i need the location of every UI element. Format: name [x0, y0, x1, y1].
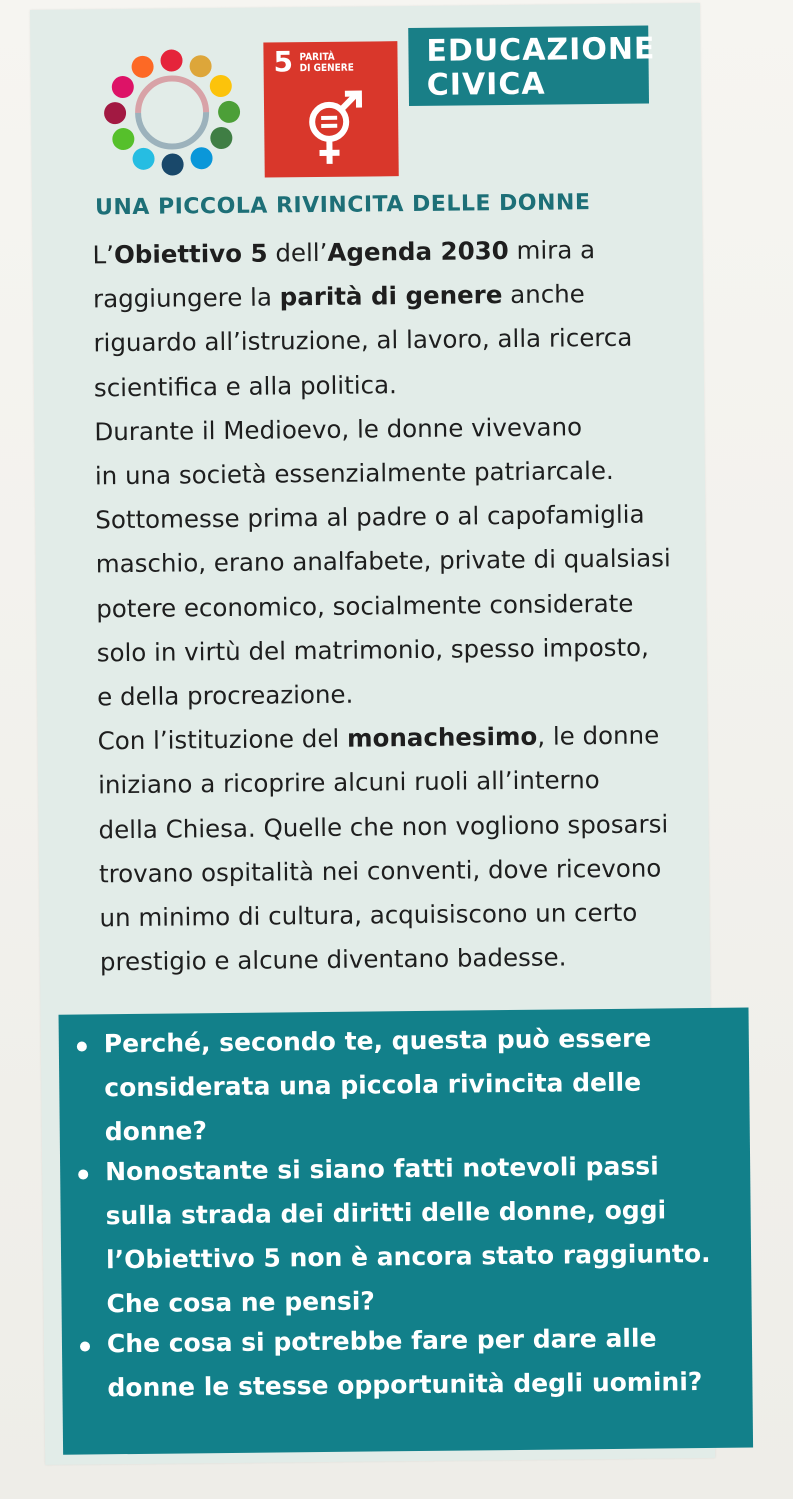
paragraph-1 [92, 227, 734, 411]
banner-line-2: CIVICA [426, 66, 546, 103]
text-line: e della procreazione. [97, 679, 354, 712]
text-line: potere economico, socialmente considerate [96, 588, 634, 623]
bold-text: parità di genere [279, 280, 503, 312]
text-line: prestigio e alcune diventano badesse. [99, 942, 567, 977]
question-item [62, 1316, 753, 1411]
civic-education-card [30, 3, 715, 1465]
text-line [93, 271, 733, 322]
section-title: UNA PICCOLA RIVINCITA DELLE DONNE [94, 190, 591, 221]
bullet-icon [80, 1341, 90, 1351]
text-line: della Chiesa. Quelle che non vogliono sposarsi [98, 809, 669, 844]
question-line: sulla strada dei diritti delle donne, oggi [105, 1195, 667, 1231]
question-line: donne? [104, 1116, 208, 1147]
text-span: L’ [92, 240, 115, 270]
text-span: dell’ [267, 237, 328, 268]
bold-text: Obiettivo 5 [113, 238, 268, 270]
question-item [60, 1144, 752, 1327]
text-span: raggiungere la [92, 282, 280, 314]
bullet-icon [77, 1041, 87, 1051]
text-span: mira a [508, 235, 596, 265]
goal-label [299, 52, 353, 75]
text-line: riguardo all’istruzione, al lavoro, alla ricerca [93, 323, 633, 358]
question-line: Perché, secondo te, questa può essere [103, 1023, 652, 1059]
body-text [92, 227, 740, 985]
goal-number: 5 [273, 45, 294, 79]
question-line: Che cosa ne pensi? [106, 1286, 376, 1319]
question-line: l’Obiettivo 5 non è ancora stato raggiunto. [105, 1238, 711, 1275]
text-span: Con l’istituzione del [97, 723, 348, 756]
goal-5-tile [263, 41, 398, 177]
text-line: Sottomesse prima al padre o al capofamiglia [95, 499, 645, 535]
banner-line-1: EDUCAZIONE [426, 31, 656, 69]
text-line: un minimo di cultura, acquisiscono un certo [99, 897, 638, 933]
text-line: maschio, erano analfabete, private di qualsiasi [95, 543, 671, 579]
text-line: iniziano a ricoprire alcuni ruoli all’interno [97, 765, 600, 800]
sdg-wheel-logo [100, 46, 243, 177]
goal-label-line1: PARITÀ [299, 51, 335, 64]
text-line: trovano ospitalità nei conventi, dove ricevono [98, 853, 662, 889]
text-line: solo in virtù del matrimonio, spesso imposto, [96, 632, 650, 668]
paragraph-2 [94, 403, 737, 719]
text-line: scientifica e alla politica. [93, 369, 397, 402]
paragraph-3 [97, 713, 740, 985]
sdg-wheel-people [103, 49, 240, 176]
text-span: anche [502, 279, 585, 310]
text-line: in una società essenzialmente patriarcale. [94, 455, 614, 491]
text-line [92, 227, 732, 278]
question-line: Che cosa si potrebbe fare per dare alle [106, 1323, 657, 1359]
gender-equality-icon [299, 89, 370, 170]
text-line: Durante il Medioevo, le donne vivevano [94, 412, 583, 447]
bullet-icon [78, 1169, 88, 1179]
bold-text: Agenda 2030 [327, 236, 509, 267]
bold-text: monachesimo [346, 721, 538, 753]
question-line: considerata una piccola rivincita delle [104, 1067, 642, 1103]
goal-label-line2: DI GENERE [299, 62, 354, 75]
text-line [97, 713, 737, 764]
question-list [59, 1008, 749, 1403]
question-line: donne le stesse opportunità degli uomini? [107, 1367, 703, 1403]
question-box [59, 1008, 754, 1455]
question-line: Nonostante si siano fatti notevoli passi [105, 1151, 659, 1187]
question-item [59, 1016, 750, 1155]
text-span: , le donne [537, 720, 660, 751]
civic-education-banner [408, 26, 656, 107]
